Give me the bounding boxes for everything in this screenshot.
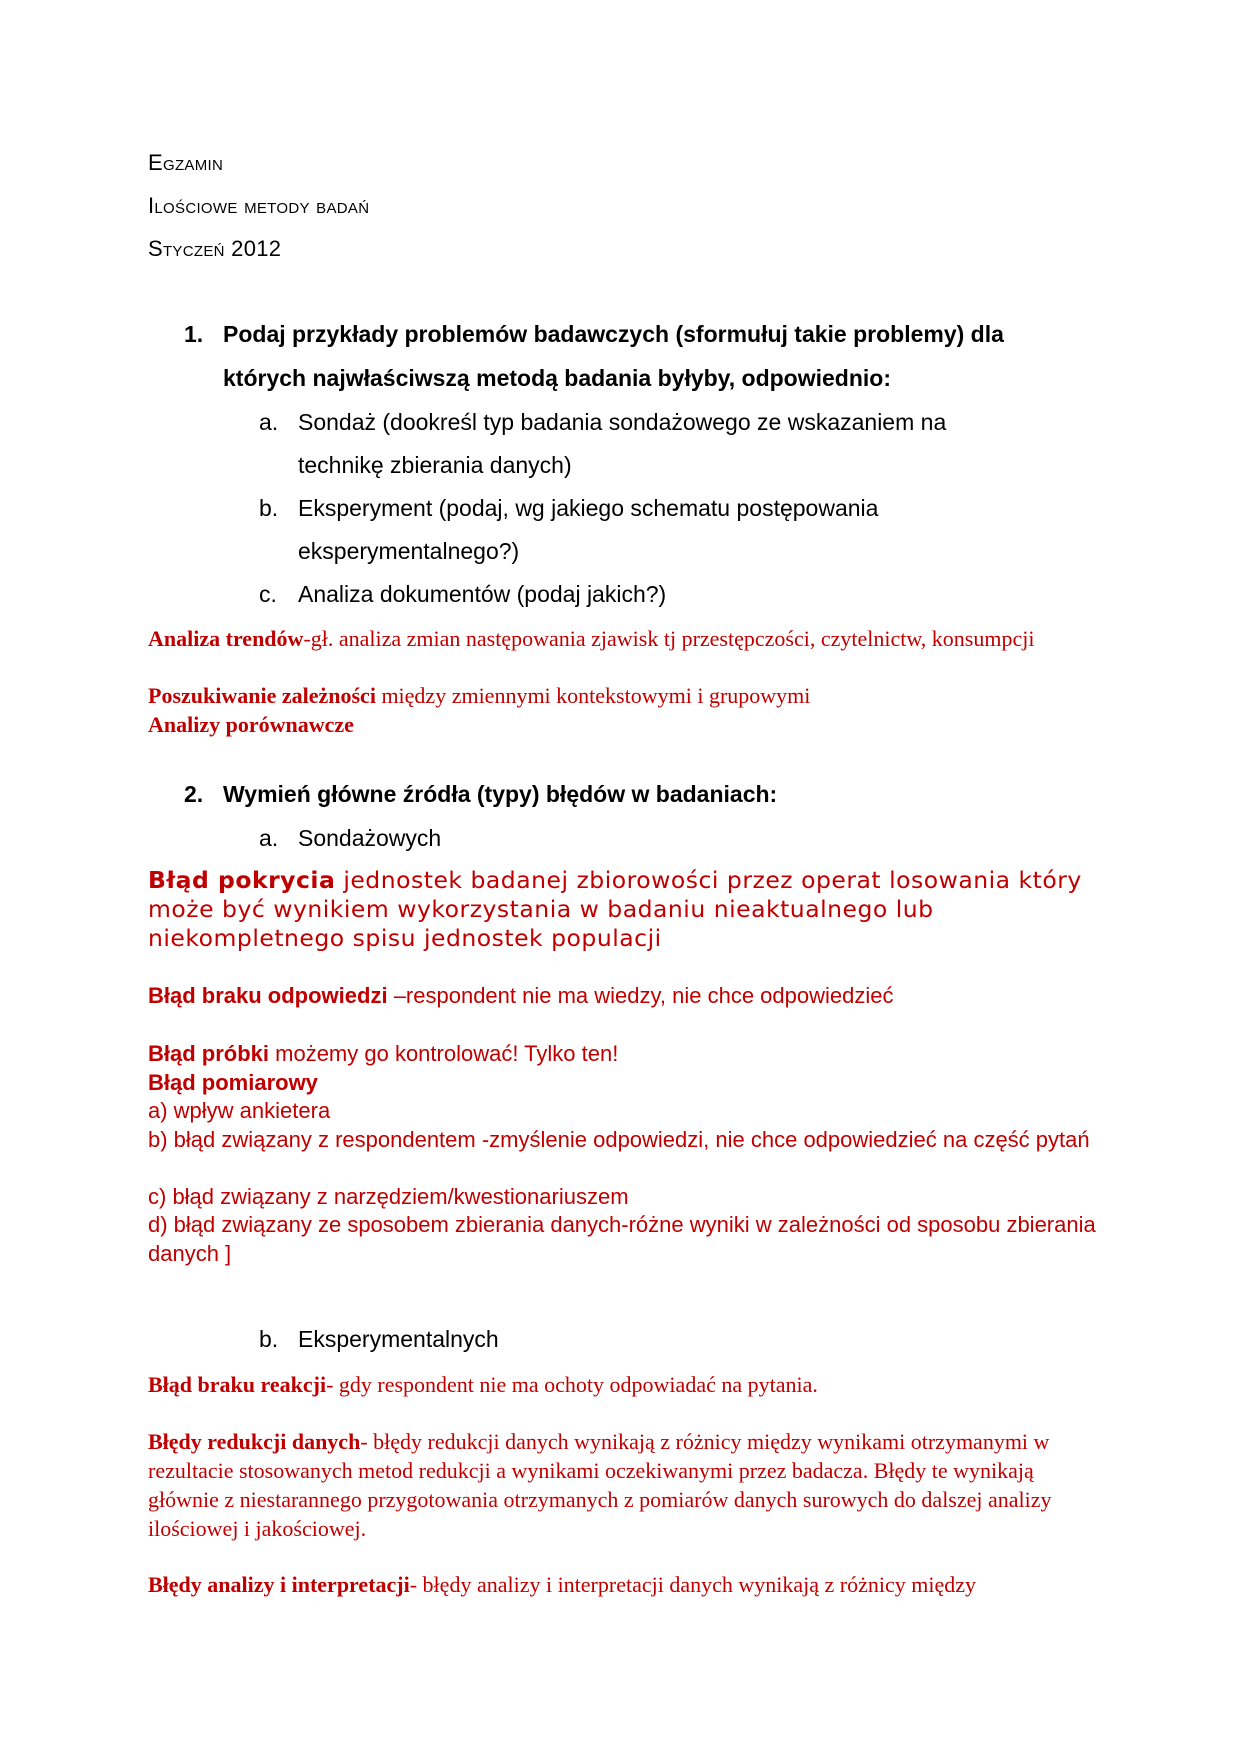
answer2b-reduction-text: - błędy redukcji danych wynikają z różnicy między wynikami otrzymanymi w rezultacie stosowanych metod redukcji a wynikami oczekiwanymi przez badacza. Błędy te wynikają głównie z niestarannego przygotowania otrzymanych z pomiarów danych surowych do dalszej analizy ilościowej i jakościowej. <box>148 1429 1052 1541</box>
answer2a-paragraph-sample <box>148 1040 1098 1069</box>
answer2b-reduction-bold: Błędy redukcji danych <box>148 1429 361 1454</box>
answer2a-coverage-text: jednostek badanej zbiorowości przez operat losowania który może być wynikiem wykorzystania w badaniu nieaktualnego lub niekompletnego spisu jednostek populacji <box>148 866 1082 952</box>
answer1-paragraph-trends <box>148 624 1098 653</box>
answer2b-analysis-text: - błędy analizy i interpretacji danych wynikają z różnicy między <box>409 1572 976 1597</box>
answer2b-paragraph-nonreaction <box>148 1370 1098 1399</box>
answer2a-line-a: a) wpływ ankietera <box>148 1098 331 1123</box>
q2-item-b-letter: b. <box>259 1326 279 1352</box>
q1-item-b-letter: b. <box>259 495 279 521</box>
answer1-dependencies-text: między zmiennymi kontekstowymi i grupowymi <box>375 683 811 708</box>
q2-item-a-letter: a. <box>259 825 279 851</box>
q1-text-line1: Podaj przykłady problemów badawczych (sformułuj takie problemy) dla <box>223 321 1004 347</box>
q1-item-a-line2: technikę zbierania danych) <box>298 452 572 478</box>
q2-text: Wymień główne źródła (typy) błędów w badaniach: <box>223 781 778 807</box>
answer2a-sample-text: możemy go kontrolować! Tylko ten! <box>269 1041 619 1066</box>
answer1-comparative-bold: Analizy porównawcze <box>148 712 354 737</box>
answer2a-measurement-bold: Błąd pomiarowy <box>148 1070 318 1095</box>
q1-text-line2: których najwłaściwszą metodą badania byłyby, odpowiednio: <box>223 365 891 391</box>
header-line-date: Styczeń 2012 <box>148 236 282 261</box>
answer2a-line-d: d) błąd związany ze sposobem zbierania danych-różne wyniki w zależności od sposobu zbierania danych ] <box>148 1212 1096 1266</box>
answer2a-line-c: c) błąd związany z narzędziem/kwestionariuszem <box>148 1184 629 1209</box>
q2-number: 2. <box>184 781 204 807</box>
answer2a-paragraph-coverage <box>148 866 1098 953</box>
q1-number: 1. <box>184 321 204 347</box>
q1-item-c-line1: Analiza dokumentów (podaj jakich?) <box>298 581 667 607</box>
q1-item-b-line1: Eksperyment (podaj, wg jakiego schematu postępowania <box>298 495 879 521</box>
answer1-dependencies-bold: Poszukiwanie zależności <box>148 683 376 708</box>
answer2a-nonresponse-bold: Błąd braku odpowiedzi <box>148 983 388 1008</box>
q1-item-a-letter: a. <box>259 409 279 435</box>
answer2a-nonresponse-text: –respondent nie ma wiedzy, nie chce odpowiedzieć <box>387 983 894 1008</box>
answer2b-analysis-bold: Błędy analizy i interpretacji <box>148 1572 410 1597</box>
answer1-trends-bold: Analiza trendów <box>148 626 304 651</box>
q2-item-a-text: Sondażowych <box>298 825 442 851</box>
q1-item-a-line1: Sondaż (dookreśl typ badania sondażowego ze wskazaniem na <box>298 409 947 435</box>
header-line-subject: Ilościowe metody badań <box>148 193 370 218</box>
answer2b-paragraph-analysis <box>148 1570 1098 1599</box>
answer2a-paragraph-nonresponse <box>148 982 1098 1011</box>
answer2a-sample-bold: Błąd próbki <box>148 1041 270 1066</box>
answer1-trends-text: -gł. analiza zmian następowania zjawisk tj przestępczości, czytelnictw, konsumpcji <box>303 626 1035 651</box>
answer2b-paragraph-reduction <box>148 1427 1098 1543</box>
answer2b-nonreaction-text: - gdy respondent nie ma ochoty odpowiadać na pytania. <box>326 1372 818 1397</box>
q2-item-b-text: Eksperymentalnych <box>298 1326 499 1352</box>
answer1-paragraph-dependencies <box>148 681 1098 710</box>
answer2a-coverage-bold: Błąd pokrycia <box>148 866 336 894</box>
answer2a-line-b: b) błąd związany z respondentem -zmyślenie odpowiedzi, nie chce odpowiedzieć na część pytań <box>148 1127 1090 1152</box>
answer2b-nonreaction-bold: Błąd braku reakcji <box>148 1372 327 1397</box>
header-line-exam: Egzamin <box>148 150 224 175</box>
answer2a-paragraph-measurement <box>148 1069 1098 1098</box>
answer1-paragraph-comparative <box>148 710 1098 739</box>
q1-item-c-letter: c. <box>259 581 277 607</box>
q1-item-b-line2: eksperymentalnego?) <box>298 538 520 564</box>
